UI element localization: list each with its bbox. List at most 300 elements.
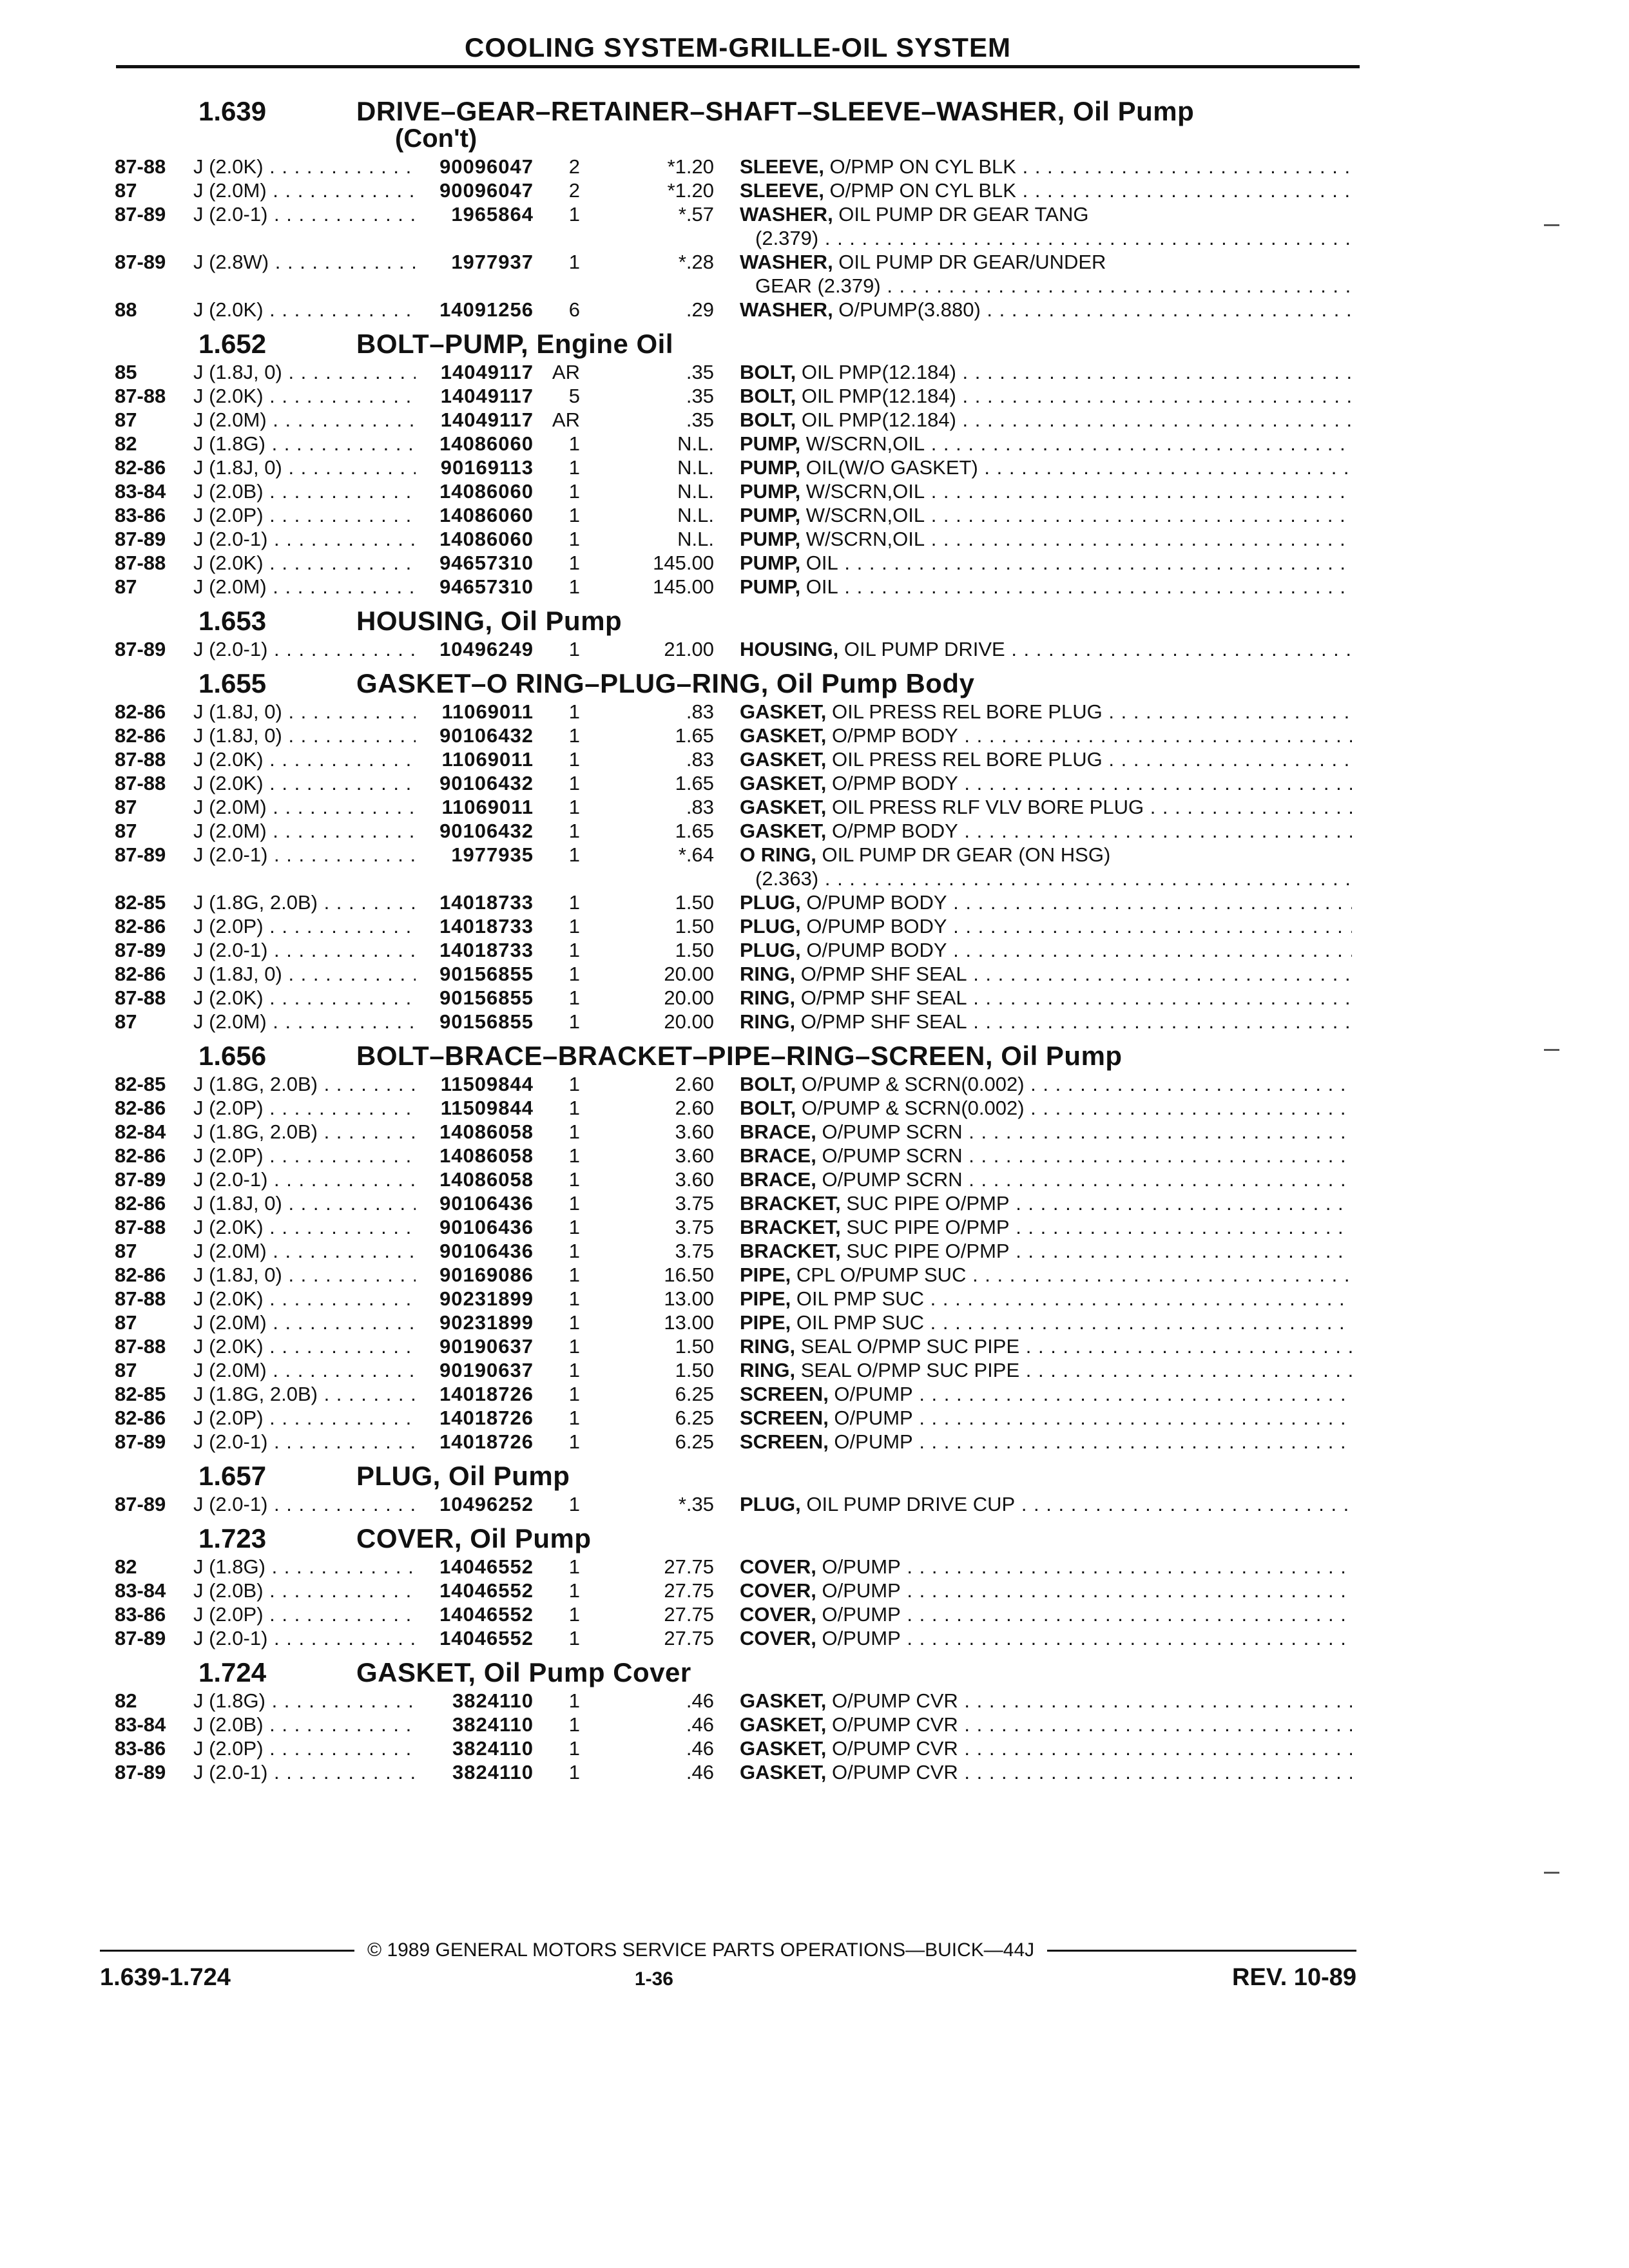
part-description	[740, 1555, 1352, 1579]
engine-model-text: J (1.8J, 0)	[193, 1264, 282, 1286]
description-text: GASKET, O/PUMP CVR . . .	[740, 1713, 1352, 1736]
part-description	[740, 202, 1352, 250]
part-number: 1965864	[451, 203, 534, 226]
leader-dots	[264, 155, 416, 178]
part-row	[115, 432, 1352, 456]
part-number: 14018733	[439, 915, 534, 937]
part-number: 14046552	[439, 1579, 534, 1602]
part-row	[115, 1430, 1352, 1454]
section-number: 1.655	[198, 668, 267, 698]
description-text: PUMP, OIL . . .	[740, 575, 1352, 599]
description-keyword: PIPE,	[740, 1264, 791, 1286]
description-text: GASKET, O/PMP BODY . . .	[740, 724, 1352, 747]
leader-dots	[267, 575, 416, 598]
list-price: N.L.	[677, 432, 714, 455]
engine-model	[193, 527, 416, 551]
part-description	[740, 1144, 1352, 1168]
description-text: PIPE, CPL O/PUMP SUC . . .	[740, 1263, 1352, 1287]
part-description	[740, 724, 1352, 747]
part-row	[115, 724, 1352, 747]
description-keyword: RING,	[740, 1359, 796, 1381]
model-years: 87	[115, 1240, 137, 1262]
model-years: 82-85	[115, 1073, 166, 1095]
description-text: SCREEN, O/PUMP . . .	[740, 1430, 1352, 1454]
engine-model-text: J (2.0K)	[193, 298, 264, 321]
part-description	[740, 1406, 1352, 1430]
list-price: .35	[686, 385, 714, 407]
description-text: PLUG, OIL PUMP DRIVE CUP . . .	[740, 1492, 1352, 1516]
description-text: BRACE, O/PUMP SCRN . . .	[740, 1144, 1352, 1168]
description-text: COVER, O/PUMP . . .	[740, 1555, 1352, 1579]
engine-model-text: J (2.0-1)	[193, 638, 268, 660]
description-text: PUMP, W/SCRN,OIL . . .	[740, 479, 1352, 503]
list-price: .46	[686, 1761, 714, 1783]
part-number: 14086058	[439, 1120, 534, 1143]
quantity: 1	[568, 843, 580, 866]
section-title: BOLT–PUMP, Engine Oil	[356, 329, 674, 359]
leader-dots	[267, 1761, 416, 1783]
list-price: 145.00	[653, 575, 714, 598]
part-description	[740, 551, 1352, 575]
list-price: 1.50	[675, 891, 714, 914]
engine-model-text: J (2.0B)	[193, 1713, 264, 1736]
revision-date: REV. 10-89	[1232, 1964, 1356, 1991]
description-keyword: SLEEVE,	[740, 155, 824, 178]
part-row	[115, 890, 1352, 914]
part-row	[115, 1191, 1352, 1215]
part-number: 90231899	[439, 1311, 534, 1334]
leader-dots	[267, 528, 416, 550]
quantity: 1	[568, 1120, 580, 1143]
part-row	[115, 1072, 1352, 1096]
engine-model	[193, 1263, 416, 1287]
part-number: 3824110	[452, 1689, 534, 1712]
section-number: 1.657	[198, 1461, 267, 1491]
engine-model-text: J (2.8W)	[193, 251, 269, 273]
part-number: 14018726	[439, 1407, 534, 1429]
model-years: 87-89	[115, 203, 166, 226]
description-keyword: COVER,	[740, 1603, 816, 1626]
description-text: PIPE, OIL PMP SUC . . .	[740, 1311, 1352, 1334]
quantity: 1	[568, 1144, 580, 1167]
part-row	[115, 155, 1352, 178]
copyright-notice: © 1989 GENERAL MOTORS SERVICE PARTS OPERATIONS—BUICK—44J	[367, 1939, 1035, 1961]
model-years: 87	[115, 575, 137, 598]
leader-dots	[267, 1493, 416, 1515]
part-description	[740, 1382, 1352, 1406]
engine-model-text: J (2.0K)	[193, 772, 264, 794]
list-price: 3.60	[675, 1120, 714, 1143]
part-row	[115, 938, 1352, 962]
leader-dots	[264, 298, 416, 321]
engine-model-text: J (2.0P)	[193, 1407, 264, 1429]
list-price: *1.20	[667, 179, 714, 202]
part-description	[740, 178, 1352, 202]
part-number: 90106436	[439, 1192, 534, 1215]
description-keyword: BRACE,	[740, 1120, 816, 1143]
part-description	[740, 1010, 1352, 1033]
model-years: 82-86	[115, 1264, 166, 1286]
engine-model-text: J (2.0K)	[193, 155, 264, 178]
description-keyword: RING,	[740, 1335, 796, 1358]
quantity: 1	[568, 1713, 580, 1736]
leader-dots	[267, 1311, 416, 1334]
model-years: 85	[115, 361, 137, 383]
leader-dots	[264, 480, 416, 503]
part-number: 90190637	[439, 1359, 534, 1381]
model-years: 87-89	[115, 939, 166, 961]
engine-model-text: J (2.0K)	[193, 1216, 264, 1238]
part-number: 90190637	[439, 1335, 534, 1358]
model-years: 87-88	[115, 1335, 166, 1358]
part-description	[740, 1072, 1352, 1096]
description-keyword: SCREEN,	[740, 1383, 829, 1405]
model-years: 87-89	[115, 638, 166, 660]
part-number: 94657310	[439, 575, 534, 598]
engine-model	[193, 819, 416, 843]
engine-model	[193, 456, 416, 479]
list-price: 1.65	[675, 724, 714, 747]
description-keyword: BRACE,	[740, 1168, 816, 1191]
part-description	[740, 938, 1352, 962]
list-price: 27.75	[664, 1555, 714, 1578]
list-price: *.28	[678, 251, 714, 273]
model-years: 87	[115, 1010, 137, 1033]
engine-model-text: J (2.0-1)	[193, 1627, 268, 1649]
engine-model-text: J (1.8G, 2.0B)	[193, 1120, 318, 1143]
model-years: 83-84	[115, 1713, 166, 1736]
engine-model	[193, 1144, 416, 1168]
catalog-section	[115, 1043, 1352, 1454]
part-description	[740, 408, 1352, 432]
description-keyword: GASKET,	[740, 1713, 827, 1736]
engine-model	[193, 575, 416, 599]
part-number: 90156855	[439, 986, 534, 1009]
part-row	[115, 1406, 1352, 1430]
description-keyword: COVER,	[740, 1627, 816, 1649]
engine-model-text: J (2.0B)	[193, 1579, 264, 1602]
description-text: PIPE, OIL PMP SUC . . .	[740, 1287, 1352, 1311]
quantity: AR	[552, 408, 580, 431]
description-text: BOLT, O/PUMP & SCRN(0.002) . . .	[740, 1072, 1352, 1096]
quantity: 1	[568, 1097, 580, 1119]
description-text: RING, SEAL O/PMP SUC PIPE . . .	[740, 1358, 1352, 1382]
part-number: 90106436	[439, 1240, 534, 1262]
scan-mark	[1544, 1049, 1559, 1051]
description-keyword: BOLT,	[740, 408, 796, 431]
section-heading	[115, 1525, 1352, 1552]
leader-dots	[264, 1287, 416, 1310]
part-description	[740, 914, 1352, 938]
list-price: N.L.	[677, 480, 714, 503]
description-keyword: GASKET,	[740, 1689, 827, 1712]
leader-dots	[282, 1264, 416, 1286]
description-text: PLUG, O/PUMP BODY . . .	[740, 890, 1352, 914]
section-heading	[115, 1043, 1352, 1070]
part-description	[740, 1239, 1352, 1263]
part-number: 14046552	[439, 1627, 534, 1649]
list-price: 27.75	[664, 1627, 714, 1649]
part-row	[115, 1334, 1352, 1358]
model-years: 82-84	[115, 1120, 166, 1143]
engine-model	[193, 384, 416, 408]
quantity: 1	[568, 638, 580, 660]
list-price: .35	[686, 408, 714, 431]
part-number: 11069011	[441, 700, 534, 723]
part-row	[115, 1010, 1352, 1033]
list-price: 2.60	[675, 1073, 714, 1095]
engine-model	[193, 747, 416, 771]
engine-model-text: J (2.0P)	[193, 1144, 264, 1167]
quantity: 2	[568, 179, 580, 202]
description-keyword: GASKET,	[740, 724, 827, 747]
list-price: .83	[686, 700, 714, 723]
part-row	[115, 962, 1352, 986]
part-row	[115, 479, 1352, 503]
engine-model-text: J (1.8J, 0)	[193, 700, 282, 723]
description-keyword: O RING,	[740, 843, 816, 866]
description-text: RING, O/PMP SHF SEAL . . .	[740, 986, 1352, 1010]
quantity: 1	[568, 724, 580, 747]
part-description	[740, 1096, 1352, 1120]
part-description	[740, 1120, 1352, 1144]
part-number: 90106432	[439, 820, 534, 842]
list-price: 6.25	[675, 1383, 714, 1405]
part-row	[115, 1311, 1352, 1334]
model-years: 88	[115, 298, 137, 321]
section-title: COVER, Oil Pump	[356, 1523, 592, 1553]
description-text: SLEEVE, O/PMP ON CYL BLK . . .	[740, 178, 1352, 202]
part-number: 3824110	[452, 1737, 534, 1760]
part-number: 90096047	[439, 155, 534, 178]
part-description	[740, 527, 1352, 551]
part-description	[740, 1602, 1352, 1626]
part-description	[740, 986, 1352, 1010]
list-price: N.L.	[677, 528, 714, 550]
part-description	[740, 432, 1352, 456]
quantity: 1	[568, 1407, 580, 1429]
description-keyword: BRACKET,	[740, 1192, 841, 1215]
quantity: 1	[568, 1359, 580, 1381]
part-number: 11509844	[440, 1097, 534, 1119]
section-number: 1.656	[198, 1041, 267, 1071]
part-row	[115, 360, 1352, 384]
model-years: 82-86	[115, 963, 166, 985]
engine-model-text: J (2.0M)	[193, 1311, 267, 1334]
engine-model-text: J (2.0M)	[193, 408, 267, 431]
engine-model	[193, 1239, 416, 1263]
leader-dots	[267, 1168, 416, 1191]
engine-model-text: J (2.0P)	[193, 1097, 264, 1119]
model-years: 82-85	[115, 891, 166, 914]
list-price: 145.00	[653, 552, 714, 574]
quantity: 1	[568, 1311, 580, 1334]
catalog-section	[115, 331, 1352, 599]
list-price: 3.60	[675, 1168, 714, 1191]
list-price: .46	[686, 1689, 714, 1712]
engine-model-text: J (2.0-1)	[193, 1430, 268, 1453]
part-row	[115, 795, 1352, 819]
description-keyword: GASKET,	[740, 1737, 827, 1760]
part-description	[740, 575, 1352, 599]
engine-model	[193, 155, 416, 178]
model-years: 82-86	[115, 724, 166, 747]
part-description	[740, 1430, 1352, 1454]
page-number: 1-36	[634, 1968, 673, 1990]
quantity: 1	[568, 504, 580, 526]
description-keyword: GASKET,	[740, 1761, 827, 1783]
part-number: 14086058	[439, 1144, 534, 1167]
list-price: 27.75	[664, 1603, 714, 1626]
model-years: 87-88	[115, 1216, 166, 1238]
part-description	[740, 456, 1352, 479]
engine-model-text: J (1.8J, 0)	[193, 361, 282, 383]
quantity: 1	[568, 480, 580, 503]
engine-model	[193, 843, 416, 867]
engine-model	[193, 1382, 416, 1406]
part-description	[740, 1263, 1352, 1287]
description-keyword: COVER,	[740, 1579, 816, 1602]
description-text: BOLT, O/PUMP & SCRN(0.002) . . .	[740, 1096, 1352, 1120]
quantity: 1	[568, 1737, 580, 1760]
description-keyword: PIPE,	[740, 1287, 791, 1310]
part-description	[740, 1287, 1352, 1311]
description-keyword: BRACE,	[740, 1144, 816, 1167]
description-keyword: GASKET,	[740, 772, 827, 794]
part-row	[115, 408, 1352, 432]
engine-model-text: J (2.0-1)	[193, 203, 268, 226]
leader-dots	[282, 724, 416, 747]
quantity: 5	[568, 385, 580, 407]
model-years: 87-88	[115, 772, 166, 794]
quantity: 1	[568, 986, 580, 1009]
model-years: 87-89	[115, 1430, 166, 1453]
list-price: 13.00	[664, 1287, 714, 1310]
scan-mark	[1544, 1872, 1559, 1874]
section-heading	[115, 1463, 1352, 1490]
part-number: 11069011	[441, 796, 534, 818]
part-description	[740, 298, 1352, 322]
engine-model	[193, 1334, 416, 1358]
engine-model	[193, 202, 416, 226]
description-text: WASHER, OIL PUMP DR GEAR/UNDER	[740, 251, 1106, 273]
part-row	[115, 1760, 1352, 1784]
part-number: 14046552	[439, 1555, 534, 1578]
engine-model-text: J (2.0B)	[193, 480, 264, 503]
quantity: 1	[568, 1430, 580, 1453]
model-years: 87-89	[115, 251, 166, 273]
part-number: 14086060	[439, 528, 534, 550]
leader-dots	[264, 1713, 416, 1736]
engine-model	[193, 479, 416, 503]
list-price: 2.60	[675, 1097, 714, 1119]
model-years: 87	[115, 1359, 137, 1381]
part-row	[115, 1492, 1352, 1516]
part-row	[115, 503, 1352, 527]
part-row	[115, 1263, 1352, 1287]
part-description	[740, 479, 1352, 503]
leader-dots	[264, 772, 416, 794]
part-row	[115, 771, 1352, 795]
leader-dots	[267, 1627, 416, 1649]
description-keyword: PLUG,	[740, 1493, 801, 1515]
description-keyword: HOUSING,	[740, 638, 839, 660]
model-years: 82-86	[115, 1097, 166, 1119]
quantity: 1	[568, 1383, 580, 1405]
engine-model-text: J (2.0-1)	[193, 843, 268, 866]
part-row	[115, 637, 1352, 661]
model-years: 87-89	[115, 843, 166, 866]
engine-model	[193, 1287, 416, 1311]
engine-model-text: J (2.0-1)	[193, 528, 268, 550]
leader-dots	[267, 796, 416, 818]
engine-model-text: J (1.8G, 2.0B)	[193, 891, 318, 914]
parts-listing	[115, 89, 1352, 1784]
engine-model	[193, 1689, 416, 1713]
leader-dots	[265, 432, 416, 455]
engine-model-text: J (1.8J, 0)	[193, 1192, 282, 1215]
part-description	[740, 700, 1352, 724]
description-keyword: WASHER,	[740, 203, 833, 226]
part-number: 90096047	[439, 179, 534, 202]
leader-dots	[269, 251, 416, 273]
part-description	[740, 771, 1352, 795]
part-row	[115, 986, 1352, 1010]
list-price: .83	[686, 796, 714, 818]
part-number: 14086060	[439, 432, 534, 455]
leader-dots	[264, 504, 416, 526]
part-description	[740, 1168, 1352, 1191]
description-continuation: (2.379) . . .	[740, 226, 1352, 250]
part-row	[115, 1144, 1352, 1168]
leader-dots	[264, 1579, 416, 1602]
description-keyword: PLUG,	[740, 915, 801, 937]
engine-model-text: J (1.8G, 2.0B)	[193, 1383, 318, 1405]
description-text: PUMP, OIL(W/O GASKET) . . .	[740, 456, 1352, 479]
quantity: 1	[568, 1010, 580, 1033]
part-number: 10496249	[439, 638, 534, 660]
description-text: O RING, OIL PUMP DR GEAR (ON HSG)	[740, 843, 1111, 866]
part-description	[740, 1626, 1352, 1650]
model-years: 82-86	[115, 1407, 166, 1429]
description-keyword: BOLT,	[740, 385, 796, 407]
engine-model	[193, 551, 416, 575]
description-keyword: RING,	[740, 963, 796, 985]
engine-model	[193, 962, 416, 986]
description-text: BRACKET, SUC PIPE O/PMP . . .	[740, 1215, 1352, 1239]
leader-dots	[267, 203, 416, 226]
description-text: PUMP, W/SCRN,OIL . . .	[740, 527, 1352, 551]
part-description	[740, 360, 1352, 384]
section-title: HOUSING, Oil Pump	[356, 606, 622, 636]
quantity: 1	[568, 1073, 580, 1095]
description-text: GASKET, O/PMP BODY . . .	[740, 819, 1352, 843]
list-price: 1.50	[675, 939, 714, 961]
part-description	[740, 1736, 1352, 1760]
part-description	[740, 1713, 1352, 1736]
engine-model	[193, 298, 416, 322]
model-years: 83-86	[115, 1603, 166, 1626]
description-keyword: SCREEN,	[740, 1430, 829, 1453]
description-keyword: PUMP,	[740, 504, 801, 526]
engine-model	[193, 700, 416, 724]
section-title: GASKET, Oil Pump Cover	[356, 1657, 691, 1687]
engine-model-text: J (2.0K)	[193, 1335, 264, 1358]
description-keyword: PUMP,	[740, 480, 801, 503]
engine-model-text: J (2.0P)	[193, 504, 264, 526]
quantity: 1	[568, 772, 580, 794]
quantity: 1	[568, 456, 580, 479]
